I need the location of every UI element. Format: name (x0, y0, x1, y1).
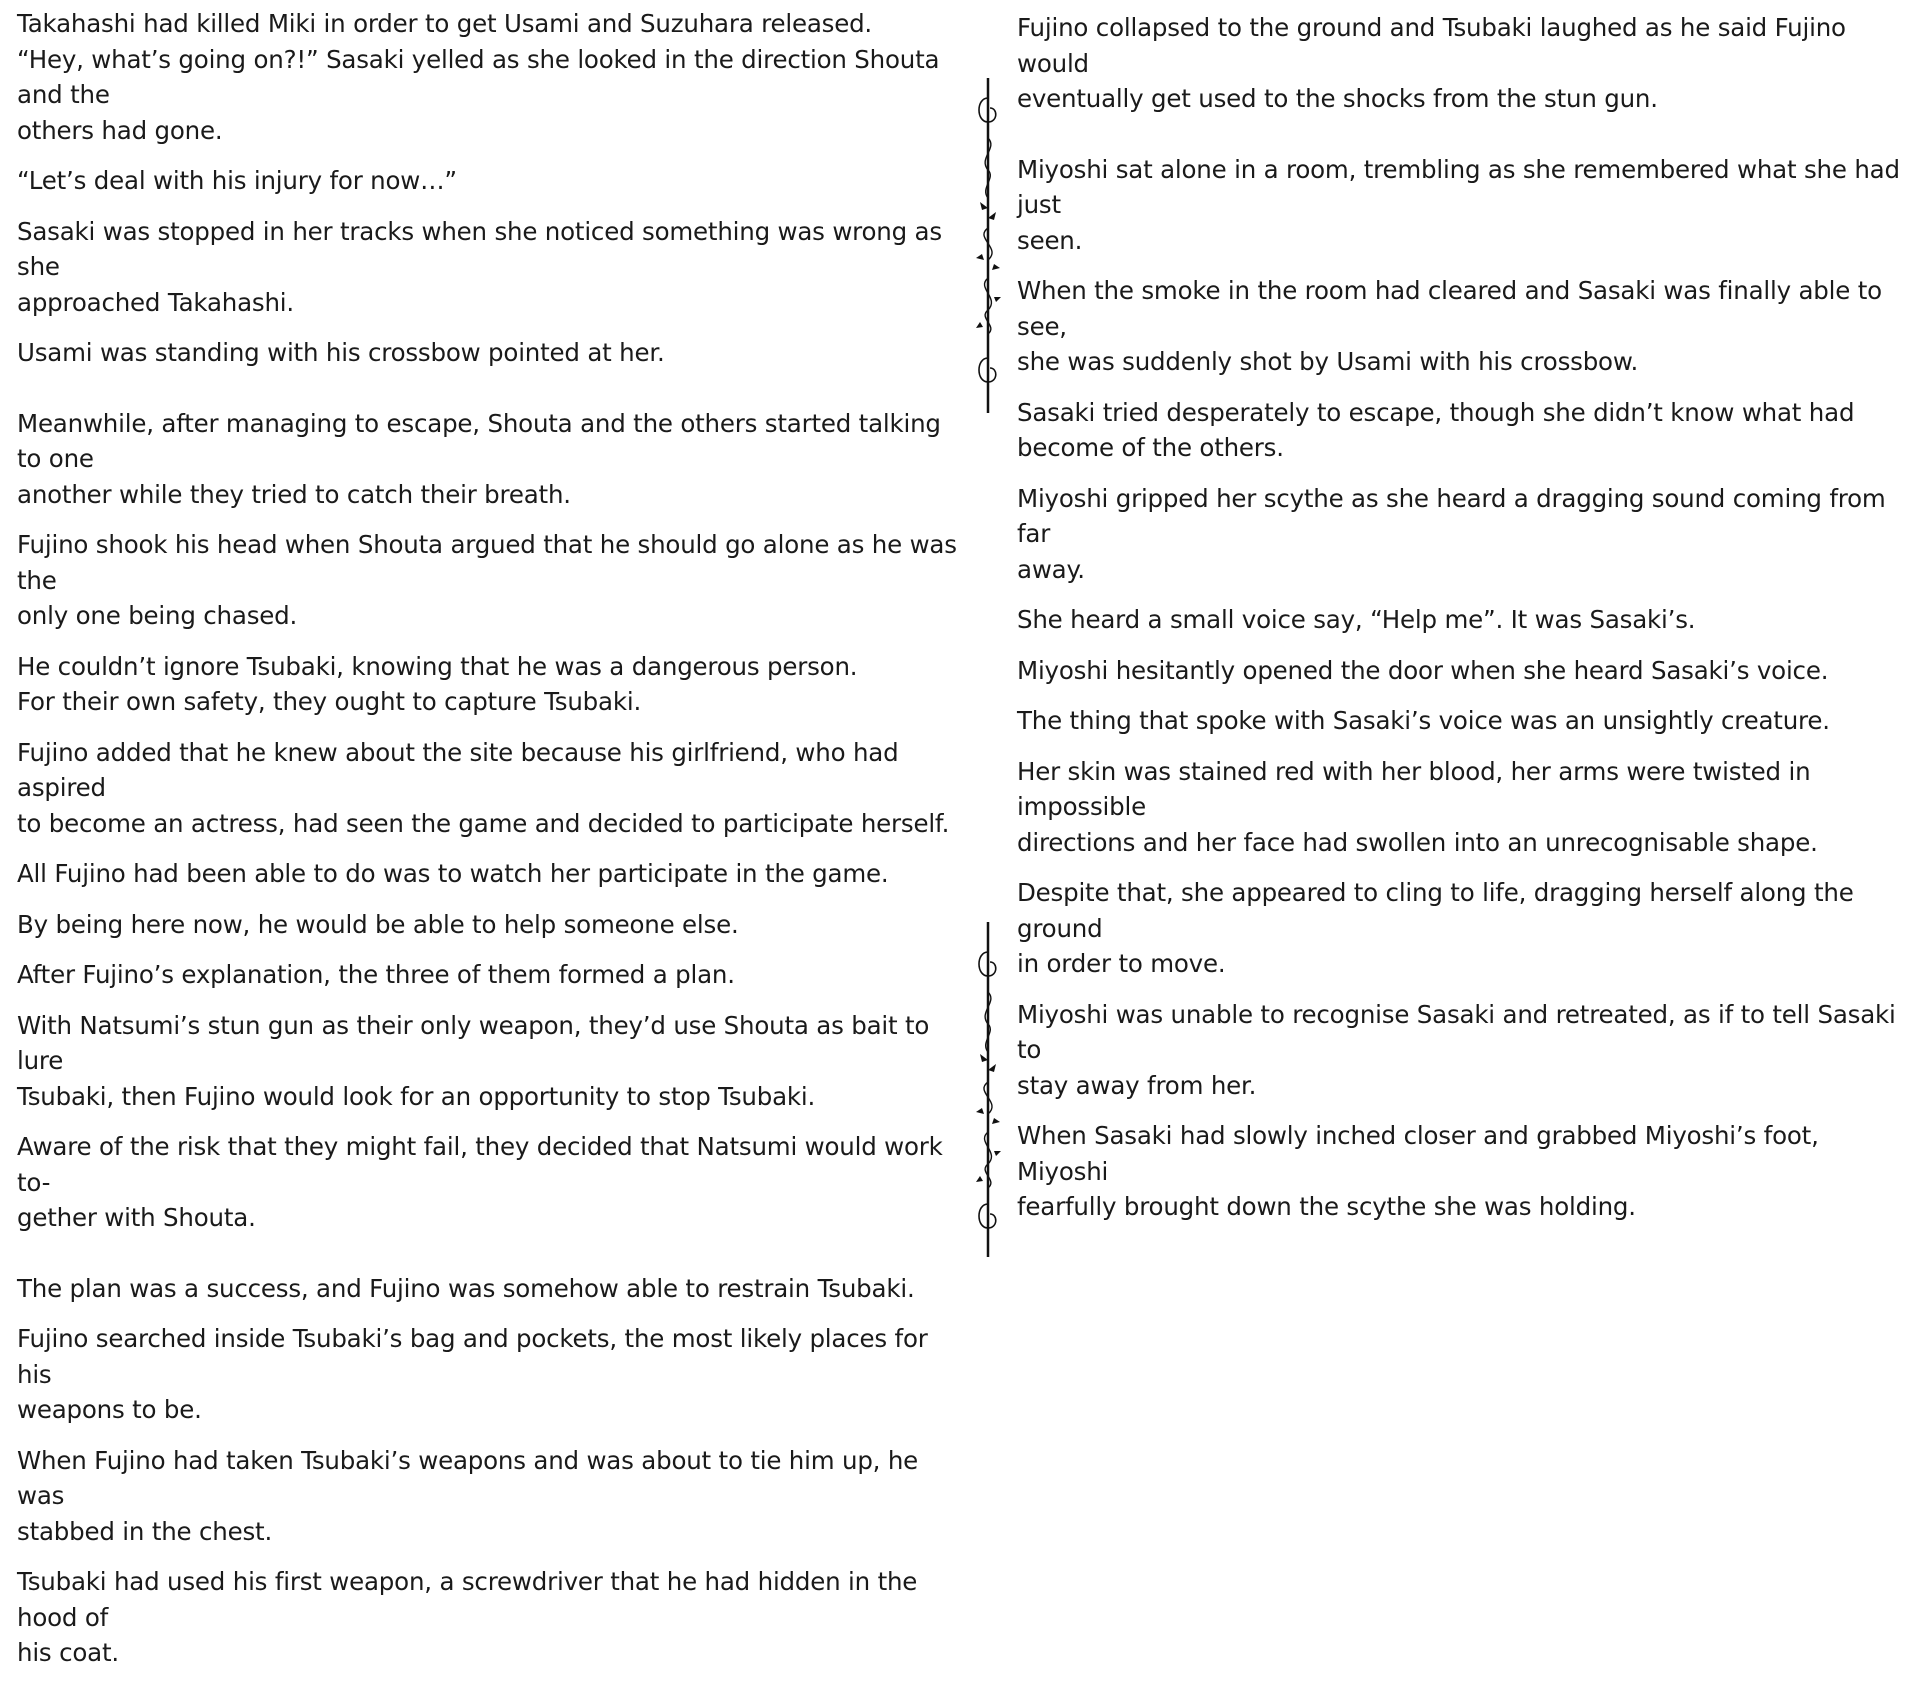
paragraph (1017, 273, 1907, 380)
paragraph (17, 957, 967, 993)
text-line: his coat. (17, 1638, 119, 1667)
paragraph (1017, 395, 1907, 466)
paragraph (17, 527, 967, 634)
paragraph (1017, 997, 1907, 1104)
text-line: Miyoshi sat alone in a room, trembling as she remembered what she had just (1017, 154, 1900, 219)
paragraph (1017, 653, 1907, 689)
paragraph (1017, 481, 1907, 588)
text-line: After Fujino’s explanation, the three of them formed a plan. (17, 960, 735, 989)
paragraph (17, 1321, 967, 1428)
text-line: Tsubaki had used his first weapon, a screwdriver that he had hidden in the hood of (17, 1567, 918, 1632)
text-line: “Hey, what’s going on?!” Sasaki yelled as she looked in the direction Shouta and the (17, 44, 940, 109)
left-text-column (17, 6, 967, 1686)
text-line: Tsubaki, then Fujino would look for an opportunity to stop Tsubaki. (17, 1081, 816, 1111)
text-line: He couldn’t ignore Tsubaki, knowing that he was a dangerous person. (17, 651, 858, 681)
text-line: approached Takahashi. (17, 287, 294, 317)
paragraph (1017, 602, 1907, 638)
text-line: in order to move. (1017, 949, 1226, 978)
text-line: eventually get used to the shocks from the stun gun. (1017, 84, 1658, 113)
text-line: Miyoshi was unable to recognise Sasaki and retreated, as if to tell Sasaki to (1017, 999, 1896, 1064)
text-line: stabbed in the chest. (17, 1516, 273, 1546)
text-line: away. (1017, 554, 1085, 584)
text-line: only one being chased. (17, 601, 298, 630)
text-line: weapons to be. (17, 1395, 202, 1424)
text-line: Fujino added that he knew about the site because his girlfriend, who had aspired (17, 737, 899, 802)
text-line: seen. (1017, 225, 1083, 255)
text-line: to become an actress, had seen the game and decided to participate herself. (17, 808, 950, 838)
paragraph (1017, 754, 1907, 861)
vine-divider-icon (968, 78, 1008, 413)
text-line: Miyoshi gripped her scythe as she heard a dragging sound coming from far (1017, 483, 1886, 548)
text-line: When the smoke in the room had cleared and Sasaki was finally able to see, (1017, 276, 1882, 341)
paragraph (17, 335, 967, 371)
text-line: Fujino collapsed to the ground and Tsubaki laughed as he said Fujino would (1017, 13, 1846, 78)
text-line: Takahashi had killed Miki in order to get Usami and Suzuhara released. (17, 9, 873, 38)
text-line: directions and her face had swollen into an unrecognisable shape. (1017, 827, 1818, 857)
text-line: Fujino shook his head when Shouta argued that he should go alone as he was the (17, 530, 957, 595)
paragraph (17, 1271, 967, 1307)
right-text-column (1017, 10, 1907, 1240)
paragraph (17, 1129, 967, 1236)
paragraph (1017, 10, 1907, 117)
text-line: Meanwhile, after managing to escape, Shouta and the others started talking to one (17, 408, 941, 473)
paragraph (17, 163, 967, 199)
vine-divider-icon (968, 922, 1008, 1257)
paragraph (17, 1008, 967, 1115)
paragraph (1017, 1118, 1907, 1225)
text-line: another while they tried to catch their breath. (17, 479, 571, 509)
text-line: The thing that spoke with Sasaki’s voice was an unsightly creature. (1017, 706, 1830, 735)
text-line: With Natsumi’s stun gun as their only weapon, they’d use Shouta as bait to lure (17, 1010, 930, 1075)
text-line: Her skin was stained red with her blood, her arms were twisted in impossible (1017, 756, 1811, 821)
text-line: Usami was standing with his crossbow pointed at her. (17, 338, 665, 367)
text-line: She heard a small voice say, “Help me”. It was Sasaki’s. (1017, 605, 1696, 634)
text-line: Aware of the risk that they might fail, they decided that Natsumi would work to- (17, 1132, 943, 1197)
paragraph (17, 649, 967, 720)
paragraph (17, 406, 967, 513)
paragraph (17, 735, 967, 842)
text-line: For their own safety, they ought to capture Tsubaki. (17, 687, 642, 716)
text-line: “Let’s deal with his injury for now…” (17, 166, 457, 195)
paragraph (17, 214, 967, 321)
text-line: others had gone. (17, 115, 223, 145)
paragraph (17, 856, 967, 892)
text-line: Miyoshi hesitantly opened the door when she heard Sasaki’s voice. (1017, 655, 1829, 685)
paragraph (17, 6, 967, 148)
text-line: Sasaki tried desperately to escape, though she didn’t know what had (1017, 397, 1855, 427)
paragraph (17, 1443, 967, 1550)
paragraph (1017, 152, 1907, 259)
text-line: By being here now, he would be able to help someone else. (17, 909, 739, 939)
text-line: When Fujino had taken Tsubaki’s weapons and was about to tie him up, he was (17, 1445, 919, 1510)
paragraph (17, 907, 967, 943)
text-line: become of the others. (1017, 433, 1284, 462)
text-line: The plan was a success, and Fujino was somehow able to restrain Tsubaki. (17, 1273, 915, 1303)
vine-divider-icon (968, 922, 1008, 1257)
text-line: stay away from her. (1017, 1070, 1257, 1100)
text-line: When Sasaki had slowly inched closer and grabbed Miyoshi’s foot, Miyoshi (1017, 1121, 1819, 1186)
paragraph (1017, 703, 1907, 739)
text-line: Fujino searched inside Tsubaki’s bag and pockets, the most likely places for his (17, 1324, 928, 1389)
text-line: she was suddenly shot by Usami with his crossbow. (1017, 347, 1639, 376)
vine-divider-icon (968, 78, 1008, 413)
text-line: All Fujino had been able to do was to watch her participate in the game. (17, 859, 889, 888)
text-line: gether with Shouta. (17, 1203, 256, 1232)
text-line: fearfully brought down the scythe she was holding. (1017, 1192, 1636, 1221)
text-line: Sasaki was stopped in her tracks when she noticed something was wrong as she (17, 216, 942, 281)
text-line: Despite that, she appeared to cling to life, dragging herself along the ground (1017, 878, 1854, 943)
paragraph (1017, 875, 1907, 982)
paragraph (17, 1564, 967, 1671)
